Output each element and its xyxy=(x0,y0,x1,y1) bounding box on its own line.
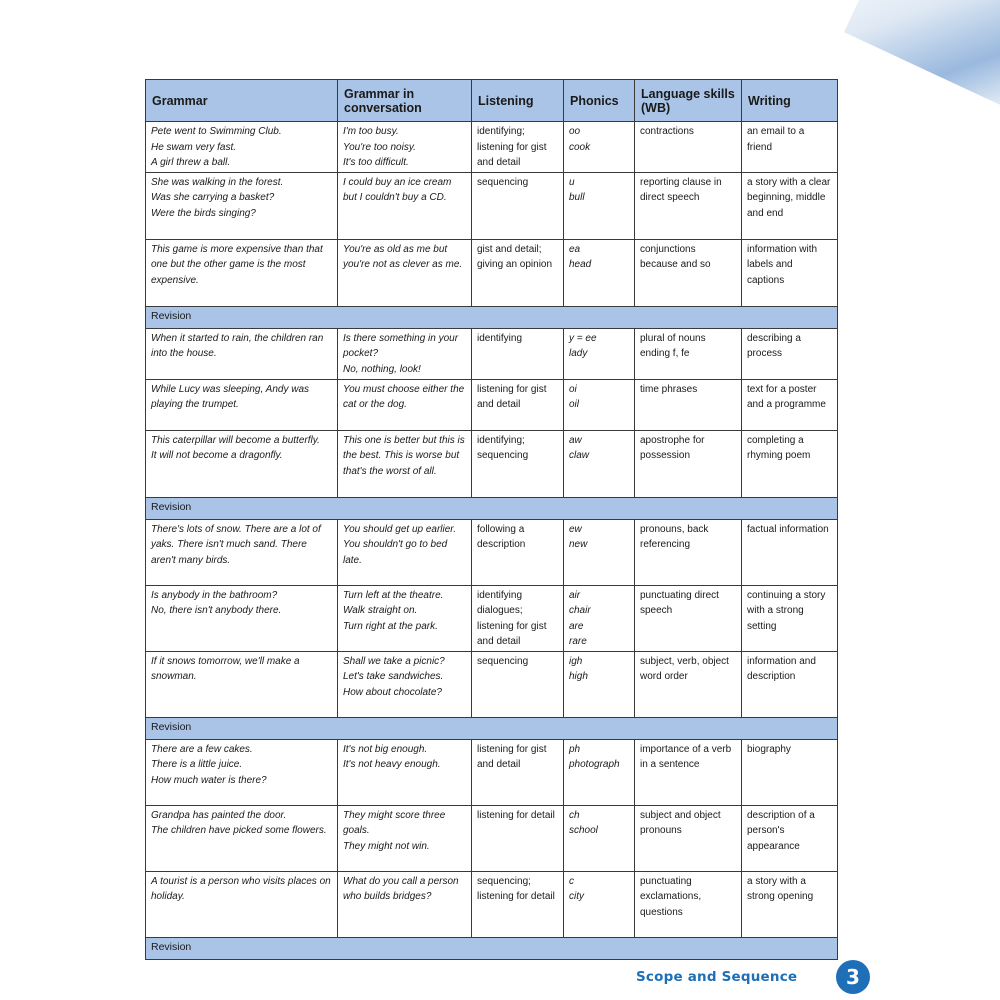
table-row xyxy=(146,122,838,173)
listening-cell xyxy=(472,122,564,173)
listening-cell xyxy=(472,519,564,585)
cell-text: importance of a verb in a sentence xyxy=(640,743,732,770)
phonics-cell xyxy=(564,122,635,173)
cell-text: a story with a strong opening xyxy=(747,875,814,902)
cell-text: subject, verb, object word order xyxy=(640,655,729,682)
conversation-cell xyxy=(338,239,472,306)
cell-text: You must choose either the cat or the dog. xyxy=(343,383,465,410)
cell-text: listening for gist and detail xyxy=(477,743,547,770)
cell-text: sequencing xyxy=(477,655,529,667)
cell-text: There's lots of snow. There are a lot of yaks. There isn't much sand. There aren't many birds. xyxy=(151,523,321,566)
phonics-cell xyxy=(564,239,635,306)
cell-text: information and description xyxy=(747,655,816,682)
writing-cell xyxy=(742,328,838,379)
conversation-cell xyxy=(338,328,472,379)
table-row xyxy=(146,328,838,379)
cell-text: If it snows tomorrow, we'll make a snowman. xyxy=(151,655,300,682)
cell-text: The children have picked some flowers. xyxy=(151,825,327,836)
cell-text: No, nothing, look! xyxy=(343,363,421,375)
grammar-cell xyxy=(146,239,338,306)
phonics-cell xyxy=(564,739,635,805)
phonics-cell xyxy=(564,585,635,651)
cell-text: Is there something in your pocket? xyxy=(343,332,459,359)
phonics-cell xyxy=(564,871,635,937)
cell-text: ph xyxy=(569,743,581,755)
cell-text: This one is better but this is the best. This is worse but that's the worst of all. xyxy=(343,434,465,477)
header-grammar-in-conversation: Grammar in conversation xyxy=(338,80,472,122)
revision-label: Revision xyxy=(151,721,192,734)
cell-text: identifying; sequencing xyxy=(477,434,529,461)
listening-cell xyxy=(472,805,564,871)
corner-decoration xyxy=(844,0,1000,117)
cell-text: factual information xyxy=(747,523,829,535)
cell-text: reporting clause in direct speech xyxy=(640,176,722,203)
grammar-cell xyxy=(146,519,338,585)
cell-text: It's not heavy enough. xyxy=(343,759,441,770)
section-title: Scope and Sequence xyxy=(636,969,798,985)
listening-cell xyxy=(472,651,564,717)
cell-text: a story with a clear beginning, middle and end xyxy=(747,176,831,219)
writing-cell xyxy=(742,651,838,717)
cell-text: following a description xyxy=(477,523,526,550)
cell-text: are xyxy=(569,620,584,632)
conversation-cell xyxy=(338,871,472,937)
cell-text: gist and detail; giving an opinion xyxy=(477,243,553,270)
cell-text: Turn left at the theatre. xyxy=(343,589,444,601)
grammar-cell xyxy=(146,379,338,430)
cell-text: subject and object pronouns xyxy=(640,809,721,836)
writing-cell xyxy=(742,585,838,651)
cell-text: photograph xyxy=(569,759,620,770)
cell-text: How about chocolate? xyxy=(343,686,442,698)
cell-text: While Lucy was sleeping, Andy was playing the trumpet. xyxy=(151,383,310,410)
cell-text: I'm too busy. xyxy=(343,126,399,137)
cell-text: I could buy an ice cream xyxy=(343,176,452,188)
conversation-cell xyxy=(338,585,472,651)
cell-text: Walk straight on. xyxy=(343,605,418,616)
revision-row xyxy=(146,937,838,959)
cell-text: This caterpillar will become a butterfly. xyxy=(151,434,320,446)
table-row xyxy=(146,585,838,651)
listening-cell xyxy=(472,328,564,379)
cell-text: u xyxy=(569,176,575,188)
cell-text: Let's take sandwiches. xyxy=(343,671,444,682)
cell-text: high xyxy=(569,671,588,682)
cell-text: cook xyxy=(569,141,591,153)
grammar-cell xyxy=(146,172,338,239)
cell-text: city xyxy=(569,891,584,902)
cell-text: claw xyxy=(569,450,590,461)
cell-text: There is a little juice. xyxy=(151,759,243,770)
cell-text: identifying dialogues; listening for gist and detail xyxy=(477,589,547,647)
cell-text: ew xyxy=(569,523,582,535)
cell-text: y = ee xyxy=(569,332,597,344)
listening-cell xyxy=(472,585,564,651)
cell-text: head xyxy=(569,259,592,270)
table-header-row xyxy=(146,80,838,122)
cell-text: It's too difficult. xyxy=(343,157,409,168)
cell-text: conjunctions because and so xyxy=(640,243,711,270)
header-listening: Listening xyxy=(472,80,564,122)
listening-cell xyxy=(472,430,564,497)
language-skills-cell xyxy=(635,430,742,497)
writing-cell xyxy=(742,739,838,805)
cell-text: Turn right at the park. xyxy=(343,620,438,632)
cell-text: You should get up earlier. xyxy=(343,523,457,535)
conversation-cell xyxy=(338,430,472,497)
grammar-cell xyxy=(146,739,338,805)
cell-text: When it started to rain, the children ran into the house. xyxy=(151,332,324,359)
writing-cell xyxy=(742,805,838,871)
cell-text: A tourist is a person who visits places on holiday. xyxy=(151,875,331,902)
cell-text: ea xyxy=(569,243,581,255)
table-row xyxy=(146,239,838,306)
cell-text: time phrases xyxy=(640,383,698,395)
table-row xyxy=(146,172,838,239)
cell-text: plural of nouns ending f, fe xyxy=(640,332,706,359)
writing-cell xyxy=(742,871,838,937)
language-skills-cell xyxy=(635,739,742,805)
cell-text: but I couldn't buy a CD. xyxy=(343,192,447,203)
cell-text: aw xyxy=(569,434,582,446)
phonics-cell xyxy=(564,805,635,871)
table-row xyxy=(146,739,838,805)
header-language-skills: Language skills (WB) xyxy=(635,80,742,122)
table-row xyxy=(146,430,838,497)
grammar-cell xyxy=(146,651,338,717)
language-skills-cell xyxy=(635,651,742,717)
cell-text: igh xyxy=(569,655,583,667)
writing-cell xyxy=(742,172,838,239)
writing-cell xyxy=(742,519,838,585)
cell-text: an email to a friend xyxy=(747,126,805,153)
table-row xyxy=(146,379,838,430)
cell-text: oi xyxy=(569,383,577,395)
phonics-cell xyxy=(564,430,635,497)
language-skills-cell xyxy=(635,585,742,651)
writing-cell xyxy=(742,379,838,430)
grammar-cell xyxy=(146,805,338,871)
cell-text: They might not win. xyxy=(343,840,430,852)
grammar-cell xyxy=(146,328,338,379)
cell-text: Shall we take a picnic? xyxy=(343,655,445,667)
conversation-cell xyxy=(338,739,472,805)
cell-text: No, there isn't anybody there. xyxy=(151,605,282,616)
cell-text: contractions xyxy=(640,126,694,137)
cell-text: A girl threw a ball. xyxy=(151,157,231,168)
cell-text: Was she carrying a basket? xyxy=(151,192,275,203)
writing-cell xyxy=(742,239,838,306)
language-skills-cell xyxy=(635,871,742,937)
cell-text: lady xyxy=(569,348,588,359)
table-row xyxy=(146,651,838,717)
cell-text: completing a rhyming poem xyxy=(747,434,811,461)
revision-row xyxy=(146,497,838,519)
cell-text: You're as old as me but you're not as clever as me. xyxy=(343,243,463,270)
phonics-cell xyxy=(564,172,635,239)
phonics-cell xyxy=(564,379,635,430)
revision-label: Revision xyxy=(151,501,192,514)
cell-text: c xyxy=(569,875,574,887)
cell-text: sequencing xyxy=(477,176,529,188)
cell-text: oil xyxy=(569,399,580,410)
cell-text: It will not become a dragonfly. xyxy=(151,450,283,461)
cell-text: listening for gist and detail xyxy=(477,383,547,410)
phonics-cell xyxy=(564,651,635,717)
cell-text: new xyxy=(569,539,588,550)
listening-cell xyxy=(472,239,564,306)
language-skills-cell xyxy=(635,805,742,871)
cell-text: bull xyxy=(569,192,585,203)
cell-text: You shouldn't go to bed late. xyxy=(343,539,448,566)
cell-text: air xyxy=(569,589,581,601)
cell-text: describing a process xyxy=(747,332,801,359)
conversation-cell xyxy=(338,172,472,239)
conversation-cell xyxy=(338,379,472,430)
conversation-cell xyxy=(338,519,472,585)
cell-text: What do you call a person who builds bridges? xyxy=(343,875,459,902)
phonics-cell xyxy=(564,519,635,585)
cell-text: oo xyxy=(569,126,581,137)
cell-text: ch xyxy=(569,809,580,821)
header-grammar: Grammar xyxy=(146,80,338,122)
cell-text: Were the birds singing? xyxy=(151,207,256,219)
cell-text: There are a few cakes. xyxy=(151,743,253,755)
cell-text: It's not big enough. xyxy=(343,743,428,755)
cell-text: sequencing; listening for detail xyxy=(477,875,555,902)
conversation-cell xyxy=(338,122,472,173)
header-writing: Writing xyxy=(742,80,838,122)
language-skills-cell xyxy=(635,379,742,430)
language-skills-cell xyxy=(635,519,742,585)
grammar-cell xyxy=(146,122,338,173)
cell-text: They might score three goals. xyxy=(343,809,446,836)
header-phonics: Phonics xyxy=(564,80,635,122)
cell-text: Pete went to Swimming Club. xyxy=(151,126,282,137)
table-row xyxy=(146,519,838,585)
table-row xyxy=(146,805,838,871)
listening-cell xyxy=(472,379,564,430)
revision-label: Revision xyxy=(151,941,192,954)
cell-text: He swam very fast. xyxy=(151,141,237,153)
phonics-cell xyxy=(564,328,635,379)
revision-label: Revision xyxy=(151,310,192,323)
language-skills-cell xyxy=(635,239,742,306)
language-skills-cell xyxy=(635,172,742,239)
table-row xyxy=(146,871,838,937)
language-skills-cell xyxy=(635,122,742,173)
cell-text: Grandpa has painted the door. xyxy=(151,809,287,821)
cell-text: identifying xyxy=(477,332,523,344)
writing-cell xyxy=(742,122,838,173)
page-number-badge: 3 xyxy=(836,960,870,994)
cell-text: identifying; listening for gist and detail xyxy=(477,126,547,168)
cell-text: continuing a story with a strong setting xyxy=(747,589,826,632)
cell-text: How much water is there? xyxy=(151,774,267,786)
cell-text: school xyxy=(569,825,598,836)
conversation-cell xyxy=(338,805,472,871)
cell-text: apostrophe for possession xyxy=(640,434,705,461)
cell-text: information with labels and captions xyxy=(747,243,818,286)
cell-text: pronouns, back referencing xyxy=(640,523,709,550)
listening-cell xyxy=(472,871,564,937)
cell-text: Is anybody in the bathroom? xyxy=(151,589,278,601)
table-body xyxy=(146,122,838,960)
grammar-cell xyxy=(146,585,338,651)
listening-cell xyxy=(472,739,564,805)
cell-text: description of a person's appearance xyxy=(747,809,815,852)
cell-text: punctuating direct speech xyxy=(640,589,719,616)
cell-text: biography xyxy=(747,743,791,755)
cell-text: text for a poster and a programme xyxy=(747,383,826,410)
cell-text: rare xyxy=(569,636,587,647)
cell-text: punctuating exclamations, questions xyxy=(640,875,702,918)
listening-cell xyxy=(472,172,564,239)
grammar-cell xyxy=(146,430,338,497)
cell-text: chair xyxy=(569,605,591,616)
revision-row xyxy=(146,306,838,328)
language-skills-cell xyxy=(635,328,742,379)
cell-text: You're too noisy. xyxy=(343,141,416,153)
writing-cell xyxy=(742,430,838,497)
grammar-cell xyxy=(146,871,338,937)
cell-text: She was walking in the forest. xyxy=(151,176,284,188)
cell-text: This game is more expensive than that one but the other game is the most expensive. xyxy=(151,243,323,286)
conversation-cell xyxy=(338,651,472,717)
cell-text: listening for detail xyxy=(477,809,555,821)
scope-and-sequence-table xyxy=(145,79,838,960)
revision-row xyxy=(146,717,838,739)
